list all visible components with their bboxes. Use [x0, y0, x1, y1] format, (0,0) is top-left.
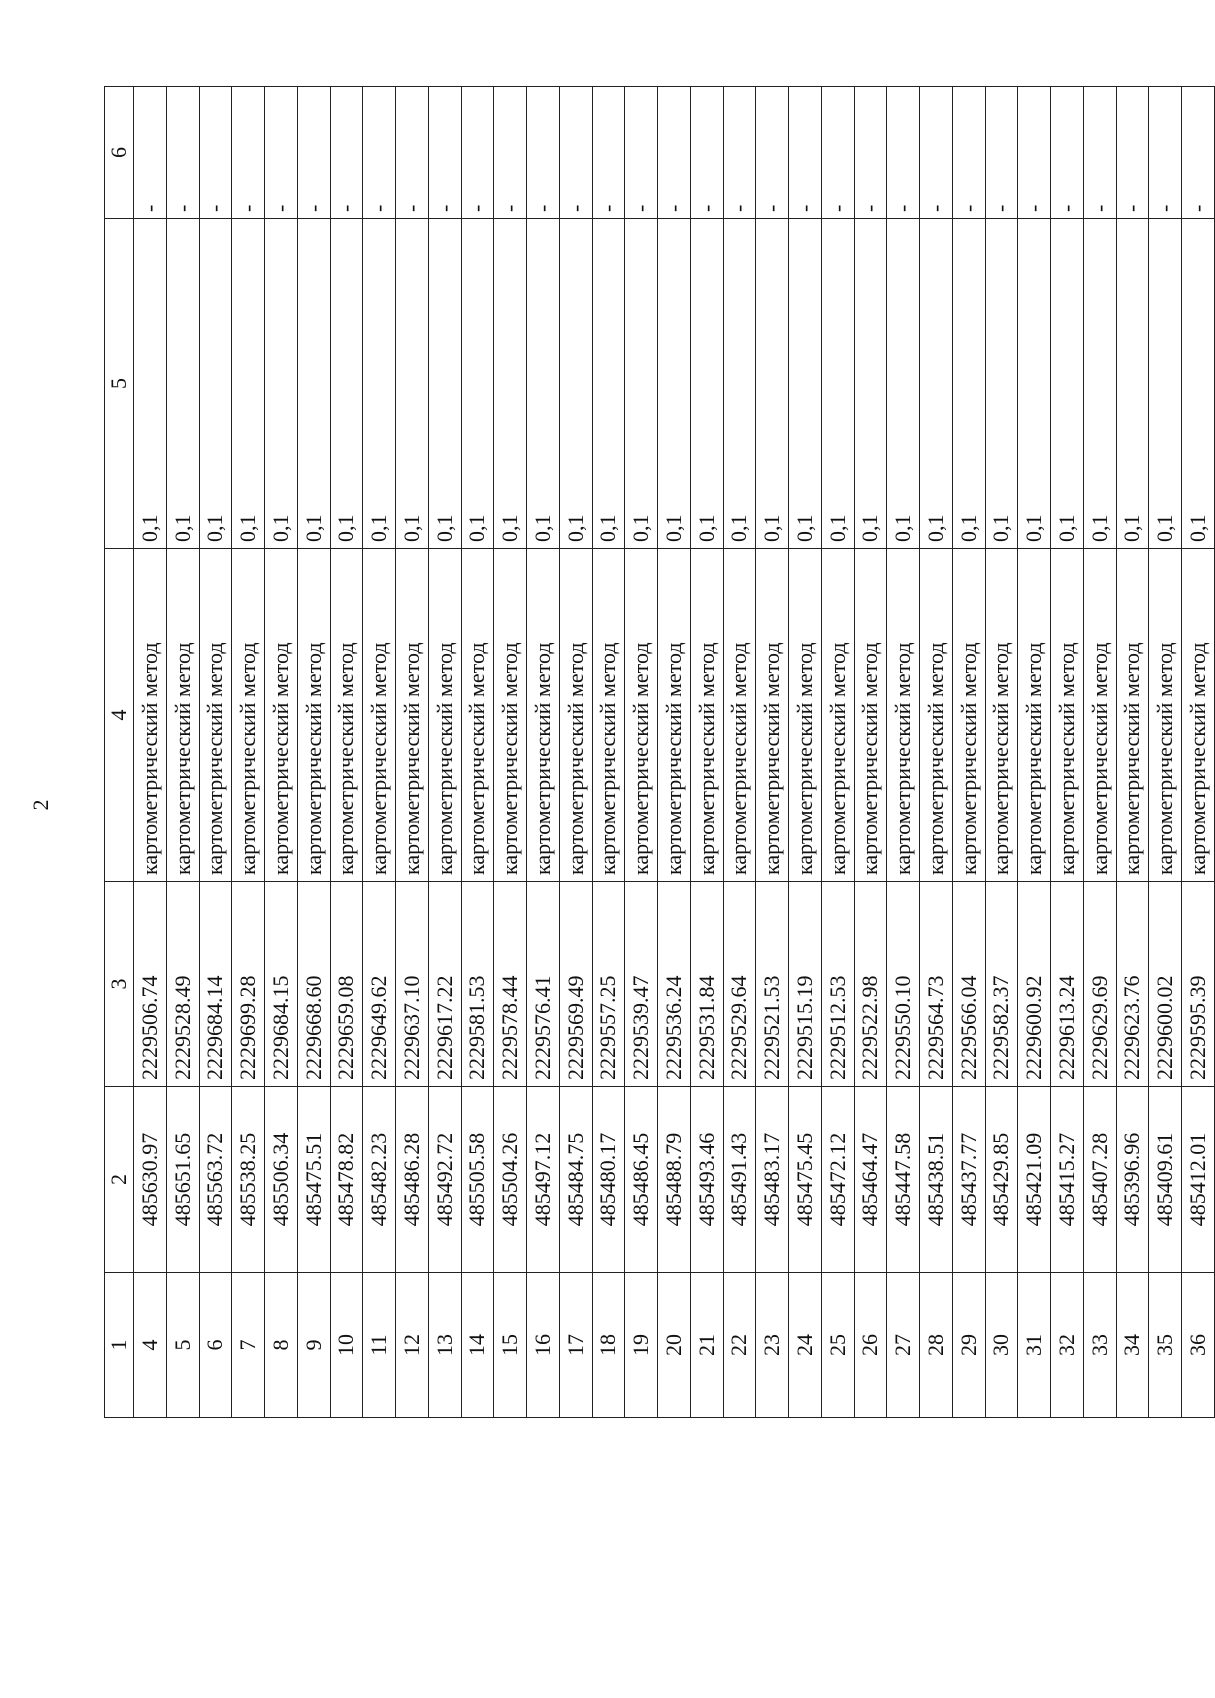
table-row	[952, 87, 985, 1418]
table-row	[559, 87, 592, 1418]
cell-accuracy: 0,1	[723, 219, 756, 549]
cell-y-coordinate: 2229600.02	[1149, 882, 1182, 1087]
cell-accuracy: 0,1	[134, 219, 167, 549]
cell-point-number: 16	[527, 1273, 560, 1418]
cell-method: картометрический метод	[428, 549, 461, 882]
cell-point-number: 28	[920, 1273, 953, 1418]
table-row	[920, 87, 953, 1418]
cell-y-coordinate: 2229613.24	[1051, 882, 1084, 1087]
cell-y-coordinate: 2229557.25	[592, 882, 625, 1087]
cell-point-number: 30	[985, 1273, 1018, 1418]
table-row	[527, 87, 560, 1418]
cell-accuracy: 0,1	[1182, 219, 1215, 549]
cell-description: -	[396, 87, 429, 219]
cell-y-coordinate: 2229550.10	[887, 882, 920, 1087]
cell-description: -	[592, 87, 625, 219]
header-col-3: 3	[105, 882, 134, 1087]
cell-point-number: 19	[625, 1273, 658, 1418]
cell-method: картометрический метод	[1018, 549, 1051, 882]
cell-method: картометрический метод	[199, 549, 232, 882]
cell-accuracy: 0,1	[330, 219, 363, 549]
cell-accuracy: 0,1	[1116, 219, 1149, 549]
cell-description: -	[1018, 87, 1051, 219]
cell-description: -	[559, 87, 592, 219]
cell-x-coordinate: 485651.65	[166, 1087, 199, 1273]
cell-method: картометрический метод	[166, 549, 199, 882]
cell-x-coordinate: 485538.25	[232, 1087, 265, 1273]
cell-x-coordinate: 485475.51	[297, 1087, 330, 1273]
cell-point-number: 15	[494, 1273, 527, 1418]
table-row	[134, 87, 167, 1418]
cell-y-coordinate: 2229536.24	[658, 882, 691, 1087]
cell-y-coordinate: 2229529.64	[723, 882, 756, 1087]
cell-y-coordinate: 2229581.53	[461, 882, 494, 1087]
table-row	[265, 87, 298, 1418]
cell-point-number: 12	[396, 1273, 429, 1418]
cell-accuracy: 0,1	[756, 219, 789, 549]
cell-y-coordinate: 2229576.41	[527, 882, 560, 1087]
table-row	[297, 87, 330, 1418]
cell-x-coordinate: 485488.79	[658, 1087, 691, 1273]
cell-point-number: 10	[330, 1273, 363, 1418]
cell-x-coordinate: 485415.27	[1051, 1087, 1084, 1273]
cell-x-coordinate: 485437.77	[952, 1087, 985, 1273]
cell-y-coordinate: 2229600.92	[1018, 882, 1051, 1087]
table-row	[166, 87, 199, 1418]
cell-description: -	[952, 87, 985, 219]
cell-x-coordinate: 485563.72	[199, 1087, 232, 1273]
cell-description: -	[887, 87, 920, 219]
cell-method: картометрический метод	[134, 549, 167, 882]
table-row	[1051, 87, 1084, 1418]
cell-y-coordinate: 2229582.37	[985, 882, 1018, 1087]
cell-accuracy: 0,1	[1018, 219, 1051, 549]
cell-x-coordinate: 485447.58	[887, 1087, 920, 1273]
cell-method: картометрический метод	[625, 549, 658, 882]
cell-point-number: 5	[166, 1273, 199, 1418]
cell-method: картометрический метод	[920, 549, 953, 882]
table-row	[854, 87, 887, 1418]
cell-x-coordinate: 485480.17	[592, 1087, 625, 1273]
cell-x-coordinate: 485491.43	[723, 1087, 756, 1273]
cell-x-coordinate: 485492.72	[428, 1087, 461, 1273]
cell-point-number: 34	[1116, 1273, 1149, 1418]
cell-x-coordinate: 485484.75	[559, 1087, 592, 1273]
cell-description: -	[461, 87, 494, 219]
cell-description: -	[428, 87, 461, 219]
cell-description: -	[265, 87, 298, 219]
cell-accuracy: 0,1	[658, 219, 691, 549]
cell-point-number: 31	[1018, 1273, 1051, 1418]
cell-y-coordinate: 2229637.10	[396, 882, 429, 1087]
cell-accuracy: 0,1	[428, 219, 461, 549]
cell-method: картометрический метод	[1051, 549, 1084, 882]
cell-description: -	[1051, 87, 1084, 219]
cell-point-number: 8	[265, 1273, 298, 1418]
cell-y-coordinate: 2229566.04	[952, 882, 985, 1087]
cell-x-coordinate: 485429.85	[985, 1087, 1018, 1273]
table-row	[625, 87, 658, 1418]
cell-x-coordinate: 485486.28	[396, 1087, 429, 1273]
cell-description: -	[232, 87, 265, 219]
cell-method: картометрический метод	[232, 549, 265, 882]
table-row	[1149, 87, 1182, 1418]
cell-method: картометрический метод	[396, 549, 429, 882]
cell-x-coordinate: 485438.51	[920, 1087, 953, 1273]
table-row	[658, 87, 691, 1418]
cell-accuracy: 0,1	[1149, 219, 1182, 549]
cell-accuracy: 0,1	[396, 219, 429, 549]
cell-y-coordinate: 2229578.44	[494, 882, 527, 1087]
cell-description: -	[199, 87, 232, 219]
cell-method: картометрический метод	[1182, 549, 1215, 882]
cell-y-coordinate: 2229668.60	[297, 882, 330, 1087]
table-row	[330, 87, 363, 1418]
cell-y-coordinate: 2229522.98	[854, 882, 887, 1087]
cell-y-coordinate: 2229528.49	[166, 882, 199, 1087]
cell-description: -	[1083, 87, 1116, 219]
cell-x-coordinate: 485630.97	[134, 1087, 167, 1273]
cell-description: -	[756, 87, 789, 219]
cell-accuracy: 0,1	[625, 219, 658, 549]
table-row	[1083, 87, 1116, 1418]
cell-point-number: 20	[658, 1273, 691, 1418]
table-row	[1182, 87, 1215, 1418]
table-row	[199, 87, 232, 1418]
cell-description: -	[363, 87, 396, 219]
table-row	[592, 87, 625, 1418]
cell-x-coordinate: 485421.09	[1018, 1087, 1051, 1273]
cell-x-coordinate: 485497.12	[527, 1087, 560, 1273]
cell-point-number: 7	[232, 1273, 265, 1418]
cell-x-coordinate: 485464.47	[854, 1087, 887, 1273]
cell-accuracy: 0,1	[559, 219, 592, 549]
cell-description: -	[985, 87, 1018, 219]
table-body	[134, 87, 1215, 1418]
cell-y-coordinate: 2229684.15	[265, 882, 298, 1087]
cell-description: -	[1149, 87, 1182, 219]
cell-x-coordinate: 485478.82	[330, 1087, 363, 1273]
cell-method: картометрический метод	[297, 549, 330, 882]
cell-point-number: 36	[1182, 1273, 1215, 1418]
cell-description: -	[166, 87, 199, 219]
cell-accuracy: 0,1	[166, 219, 199, 549]
table-row	[1018, 87, 1051, 1418]
cell-accuracy: 0,1	[592, 219, 625, 549]
header-col-2: 2	[105, 1087, 134, 1273]
cell-y-coordinate: 2229521.53	[756, 882, 789, 1087]
cell-point-number: 13	[428, 1273, 461, 1418]
cell-description: -	[723, 87, 756, 219]
cell-y-coordinate: 2229684.14	[199, 882, 232, 1087]
cell-point-number: 33	[1083, 1273, 1116, 1418]
table-row	[494, 87, 527, 1418]
cell-accuracy: 0,1	[985, 219, 1018, 549]
cell-description: -	[789, 87, 822, 219]
cell-x-coordinate: 485396.96	[1116, 1087, 1149, 1273]
table-row	[690, 87, 723, 1418]
cell-method: картометрический метод	[690, 549, 723, 882]
cell-x-coordinate: 485409.61	[1149, 1087, 1182, 1273]
cell-method: картометрический метод	[592, 549, 625, 882]
table-row	[789, 87, 822, 1418]
cell-y-coordinate: 2229564.73	[920, 882, 953, 1087]
header-col-4: 4	[105, 549, 134, 882]
cell-y-coordinate: 2229595.39	[1182, 882, 1215, 1087]
table-row	[821, 87, 854, 1418]
cell-description: -	[1116, 87, 1149, 219]
cell-y-coordinate: 2229539.47	[625, 882, 658, 1087]
cell-y-coordinate: 2229506.74	[134, 882, 167, 1087]
cell-point-number: 29	[952, 1273, 985, 1418]
cell-description: -	[690, 87, 723, 219]
cell-point-number: 35	[1149, 1273, 1182, 1418]
table-row	[232, 87, 265, 1418]
cell-accuracy: 0,1	[461, 219, 494, 549]
cell-accuracy: 0,1	[265, 219, 298, 549]
cell-method: картометрический метод	[559, 549, 592, 882]
cell-method: картометрический метод	[789, 549, 822, 882]
cell-method: картометрический метод	[756, 549, 789, 882]
table-header-row	[105, 87, 134, 1418]
cell-y-coordinate: 2229512.53	[821, 882, 854, 1087]
cell-accuracy: 0,1	[527, 219, 560, 549]
cell-point-number: 14	[461, 1273, 494, 1418]
cell-accuracy: 0,1	[690, 219, 723, 549]
cell-method: картометрический метод	[854, 549, 887, 882]
cell-description: -	[494, 87, 527, 219]
cell-x-coordinate: 485486.45	[625, 1087, 658, 1273]
cell-description: -	[297, 87, 330, 219]
cell-accuracy: 0,1	[854, 219, 887, 549]
header-col-5: 5	[105, 219, 134, 549]
cell-point-number: 24	[789, 1273, 822, 1418]
cell-x-coordinate: 485506.34	[265, 1087, 298, 1273]
cell-description: -	[625, 87, 658, 219]
cell-point-number: 32	[1051, 1273, 1084, 1418]
header-col-1: 1	[105, 1273, 134, 1418]
cell-point-number: 18	[592, 1273, 625, 1418]
cell-y-coordinate: 2229515.19	[789, 882, 822, 1087]
cell-accuracy: 0,1	[199, 219, 232, 549]
cell-accuracy: 0,1	[1051, 219, 1084, 549]
table-row	[363, 87, 396, 1418]
cell-point-number: 17	[559, 1273, 592, 1418]
cell-point-number: 11	[363, 1273, 396, 1418]
cell-description: -	[920, 87, 953, 219]
cell-y-coordinate: 2229531.84	[690, 882, 723, 1087]
table-row	[985, 87, 1018, 1418]
cell-y-coordinate: 2229659.08	[330, 882, 363, 1087]
table-row	[461, 87, 494, 1418]
cell-accuracy: 0,1	[1083, 219, 1116, 549]
cell-method: картометрический метод	[723, 549, 756, 882]
cell-method: картометрический метод	[887, 549, 920, 882]
cell-x-coordinate: 485412.01	[1182, 1087, 1215, 1273]
cell-method: картометрический метод	[363, 549, 396, 882]
cell-x-coordinate: 485505.58	[461, 1087, 494, 1273]
cell-method: картометрический метод	[265, 549, 298, 882]
coordinates-table	[104, 86, 1215, 1418]
cell-method: картометрический метод	[821, 549, 854, 882]
cell-method: картометрический метод	[1083, 549, 1116, 882]
cell-point-number: 22	[723, 1273, 756, 1418]
cell-accuracy: 0,1	[952, 219, 985, 549]
cell-point-number: 25	[821, 1273, 854, 1418]
cell-point-number: 26	[854, 1273, 887, 1418]
cell-accuracy: 0,1	[887, 219, 920, 549]
cell-point-number: 6	[199, 1273, 232, 1418]
header-col-6: 6	[105, 87, 134, 219]
cell-description: -	[1182, 87, 1215, 219]
cell-description: -	[330, 87, 363, 219]
coordinates-table-container	[104, 87, 1215, 1418]
cell-method: картометрический метод	[330, 549, 363, 882]
cell-accuracy: 0,1	[789, 219, 822, 549]
cell-method: картометрический метод	[1116, 549, 1149, 882]
cell-description: -	[854, 87, 887, 219]
cell-y-coordinate: 2229629.69	[1083, 882, 1116, 1087]
cell-accuracy: 0,1	[297, 219, 330, 549]
cell-method: картометрический метод	[658, 549, 691, 882]
cell-method: картометрический метод	[494, 549, 527, 882]
cell-y-coordinate: 2229699.28	[232, 882, 265, 1087]
cell-point-number: 23	[756, 1273, 789, 1418]
cell-x-coordinate: 485407.28	[1083, 1087, 1116, 1273]
cell-description: -	[134, 87, 167, 219]
cell-y-coordinate: 2229623.76	[1116, 882, 1149, 1087]
cell-x-coordinate: 485472.12	[821, 1087, 854, 1273]
cell-x-coordinate: 485483.17	[756, 1087, 789, 1273]
coordinates-table-rotated	[104, 87, 1215, 1418]
cell-accuracy: 0,1	[232, 219, 265, 549]
cell-point-number: 4	[134, 1273, 167, 1418]
cell-accuracy: 0,1	[920, 219, 953, 549]
cell-method: картометрический метод	[461, 549, 494, 882]
cell-x-coordinate: 485475.45	[789, 1087, 822, 1273]
cell-x-coordinate: 485482.23	[363, 1087, 396, 1273]
table-row	[887, 87, 920, 1418]
cell-accuracy: 0,1	[821, 219, 854, 549]
cell-description: -	[658, 87, 691, 219]
cell-x-coordinate: 485493.46	[690, 1087, 723, 1273]
cell-method: картометрический метод	[952, 549, 985, 882]
cell-point-number: 27	[887, 1273, 920, 1418]
table-row	[756, 87, 789, 1418]
cell-description: -	[527, 87, 560, 219]
cell-method: картометрический метод	[985, 549, 1018, 882]
table-row	[428, 87, 461, 1418]
table-row	[723, 87, 756, 1418]
cell-y-coordinate: 2229569.49	[559, 882, 592, 1087]
cell-y-coordinate: 2229649.62	[363, 882, 396, 1087]
cell-point-number: 9	[297, 1273, 330, 1418]
table-row	[1116, 87, 1149, 1418]
cell-method: картометрический метод	[1149, 549, 1182, 882]
table-row	[396, 87, 429, 1418]
cell-y-coordinate: 2229617.22	[428, 882, 461, 1087]
cell-accuracy: 0,1	[363, 219, 396, 549]
cell-point-number: 21	[690, 1273, 723, 1418]
cell-x-coordinate: 485504.26	[494, 1087, 527, 1273]
cell-accuracy: 0,1	[494, 219, 527, 549]
cell-method: картометрический метод	[527, 549, 560, 882]
cell-description: -	[821, 87, 854, 219]
page-number: 2	[28, 799, 53, 811]
